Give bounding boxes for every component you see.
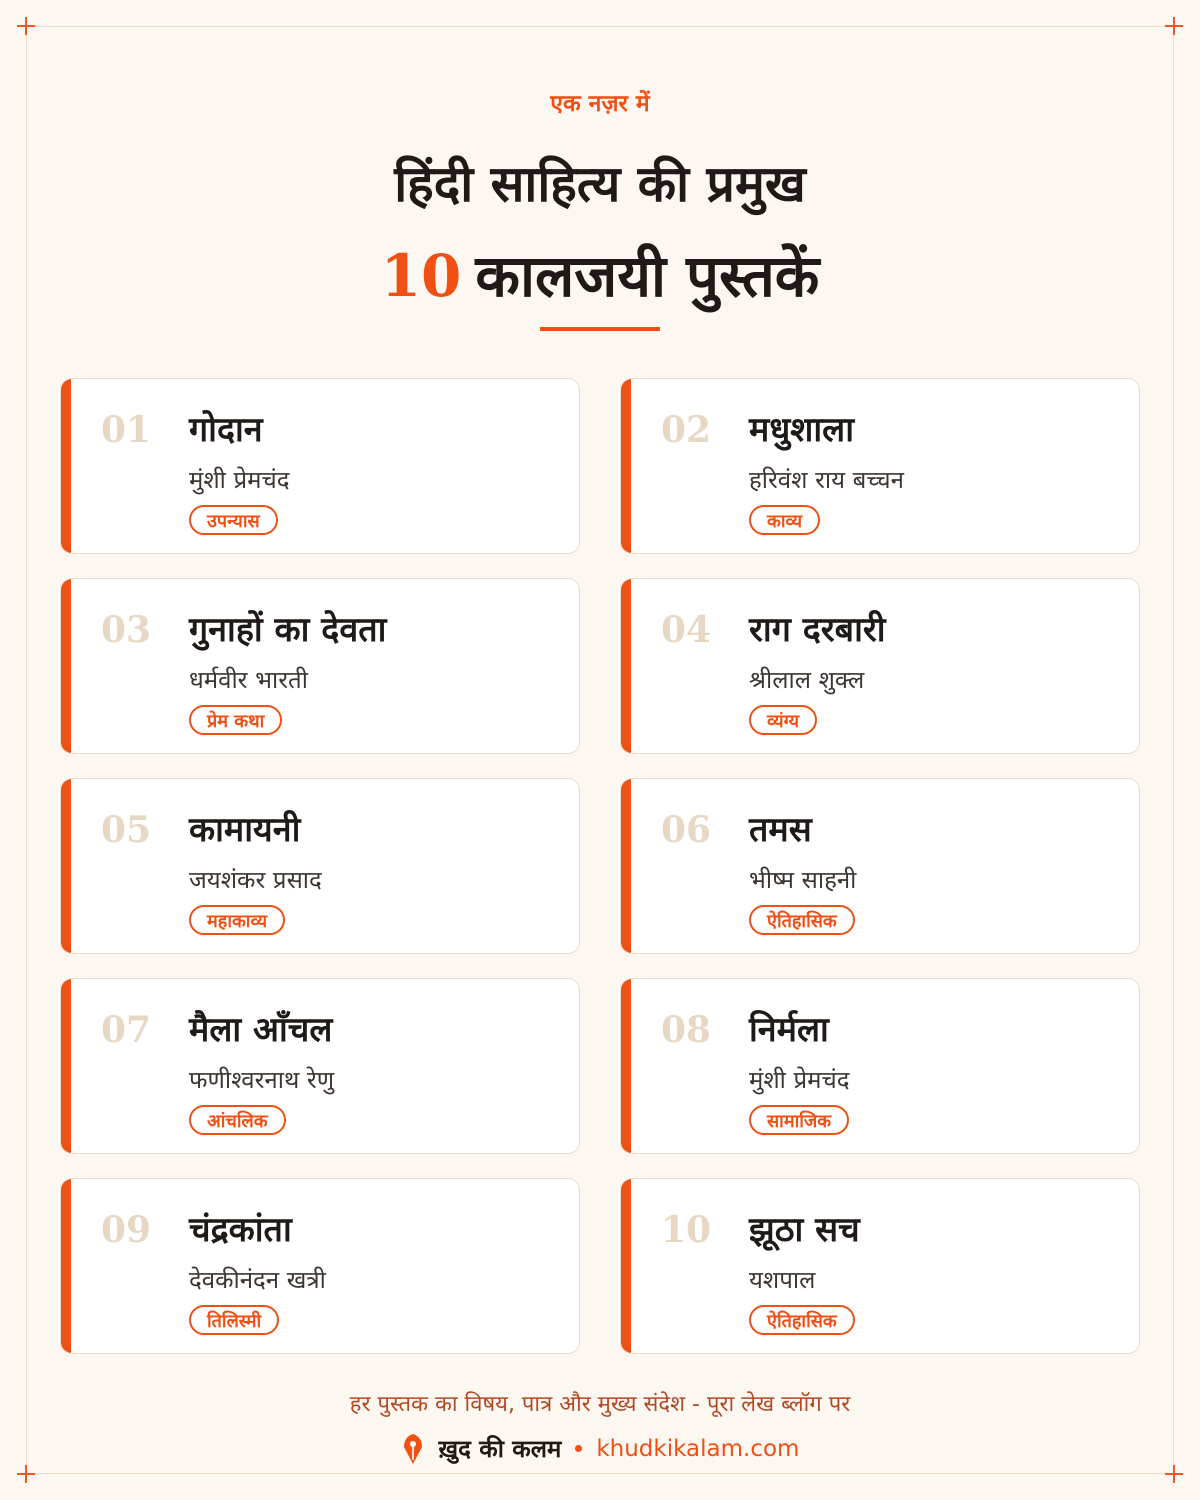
- book-card: [60, 578, 580, 754]
- page-title-line1: हिंदी साहित्य की प्रमुख: [394, 154, 806, 213]
- book-number: 04: [661, 609, 712, 651]
- book-card: [60, 1178, 580, 1354]
- book-card: [60, 378, 580, 554]
- book-title: गुनाहों का देवता: [189, 610, 387, 650]
- separator-dot: [575, 1445, 582, 1452]
- card-accent-bar: [621, 579, 631, 753]
- book-card: [620, 378, 1140, 554]
- title-underline: [540, 327, 660, 331]
- genre-tag: आंचलिक: [189, 1105, 286, 1135]
- genre-tag: व्यंग्य: [749, 705, 817, 735]
- book-title: मैला आँचल: [189, 1010, 333, 1050]
- book-title: झूठा सच: [749, 1210, 860, 1250]
- card-accent-bar: [621, 379, 631, 553]
- book-author: फणीश्वरनाथ रेणु: [189, 1066, 335, 1094]
- corner-plus-icon: [17, 17, 35, 35]
- footer-brand: [0, 1432, 1200, 1465]
- book-number: 09: [101, 1209, 152, 1251]
- corner-plus-icon: [17, 1465, 35, 1483]
- book-number: 05: [101, 809, 152, 851]
- genre-tag: सामाजिक: [749, 1105, 849, 1135]
- genre-tag: उपन्यास: [189, 505, 278, 535]
- card-accent-bar: [621, 779, 631, 953]
- book-card: [620, 1178, 1140, 1354]
- book-title: गोदान: [189, 410, 263, 450]
- title-number: 10: [380, 242, 462, 310]
- eyebrow-label: एक नज़र में: [550, 91, 650, 117]
- book-author: जयशंकर प्रसाद: [189, 866, 322, 894]
- card-accent-bar: [61, 979, 71, 1153]
- card-accent-bar: [61, 379, 71, 553]
- book-number: 03: [101, 609, 152, 651]
- card-accent-bar: [61, 579, 71, 753]
- book-title: चंद्रकांता: [189, 1210, 292, 1250]
- corner-plus-icon: [1165, 1465, 1183, 1483]
- book-number: 10: [661, 1209, 712, 1251]
- book-author: श्रीलाल शुक्ल: [749, 666, 865, 694]
- book-number: 06: [661, 809, 712, 851]
- book-author: धर्मवीर भारती: [189, 666, 308, 694]
- book-title: निर्मला: [749, 1010, 829, 1050]
- brand-name: ख़ुद की कलम: [438, 1435, 562, 1463]
- genre-tag: प्रेम कथा: [189, 705, 282, 735]
- card-accent-bar: [621, 1179, 631, 1353]
- card-accent-bar: [61, 1179, 71, 1353]
- book-author: भीष्म साहनी: [749, 866, 857, 894]
- book-number: 02: [661, 409, 712, 451]
- book-author: हरिवंश राय बच्चन: [749, 466, 904, 494]
- book-title: मधुशाला: [749, 410, 855, 450]
- pen-nib-icon: [401, 1433, 425, 1465]
- book-number: 01: [101, 409, 152, 451]
- page-title-line2: [0, 234, 1200, 313]
- book-title: तमस: [749, 810, 812, 850]
- book-author: यशपाल: [749, 1266, 816, 1294]
- genre-tag: ऐतिहासिक: [749, 905, 855, 935]
- book-author: मुंशी प्रेमचंद: [189, 466, 290, 494]
- genre-tag: तिलिस्मी: [189, 1305, 279, 1335]
- title-text: कालजयी पुस्तकें: [475, 242, 820, 310]
- book-number: 07: [101, 1009, 152, 1051]
- book-card: [620, 978, 1140, 1154]
- book-author: देवकीनंदन खत्री: [189, 1266, 326, 1294]
- book-card: [620, 578, 1140, 754]
- card-accent-bar: [61, 779, 71, 953]
- card-accent-bar: [621, 979, 631, 1153]
- genre-tag: काव्य: [749, 505, 820, 535]
- footer-note: हर पुस्तक का विषय, पात्र और मुख्य संदेश - पूरा लेख ब्लॉग पर: [349, 1392, 851, 1417]
- corner-plus-icon: [1165, 17, 1183, 35]
- book-card: [60, 778, 580, 954]
- book-title: राग दरबारी: [749, 610, 886, 650]
- genre-tag: ऐतिहासिक: [749, 1305, 855, 1335]
- book-card: [60, 978, 580, 1154]
- genre-tag: महाकाव्य: [189, 905, 285, 935]
- book-author: मुंशी प्रेमचंद: [749, 1066, 850, 1094]
- website-link[interactable]: khudkikalam.com: [596, 1435, 800, 1462]
- book-card: [620, 778, 1140, 954]
- book-title: कामायनी: [189, 810, 301, 850]
- book-number: 08: [661, 1009, 712, 1051]
